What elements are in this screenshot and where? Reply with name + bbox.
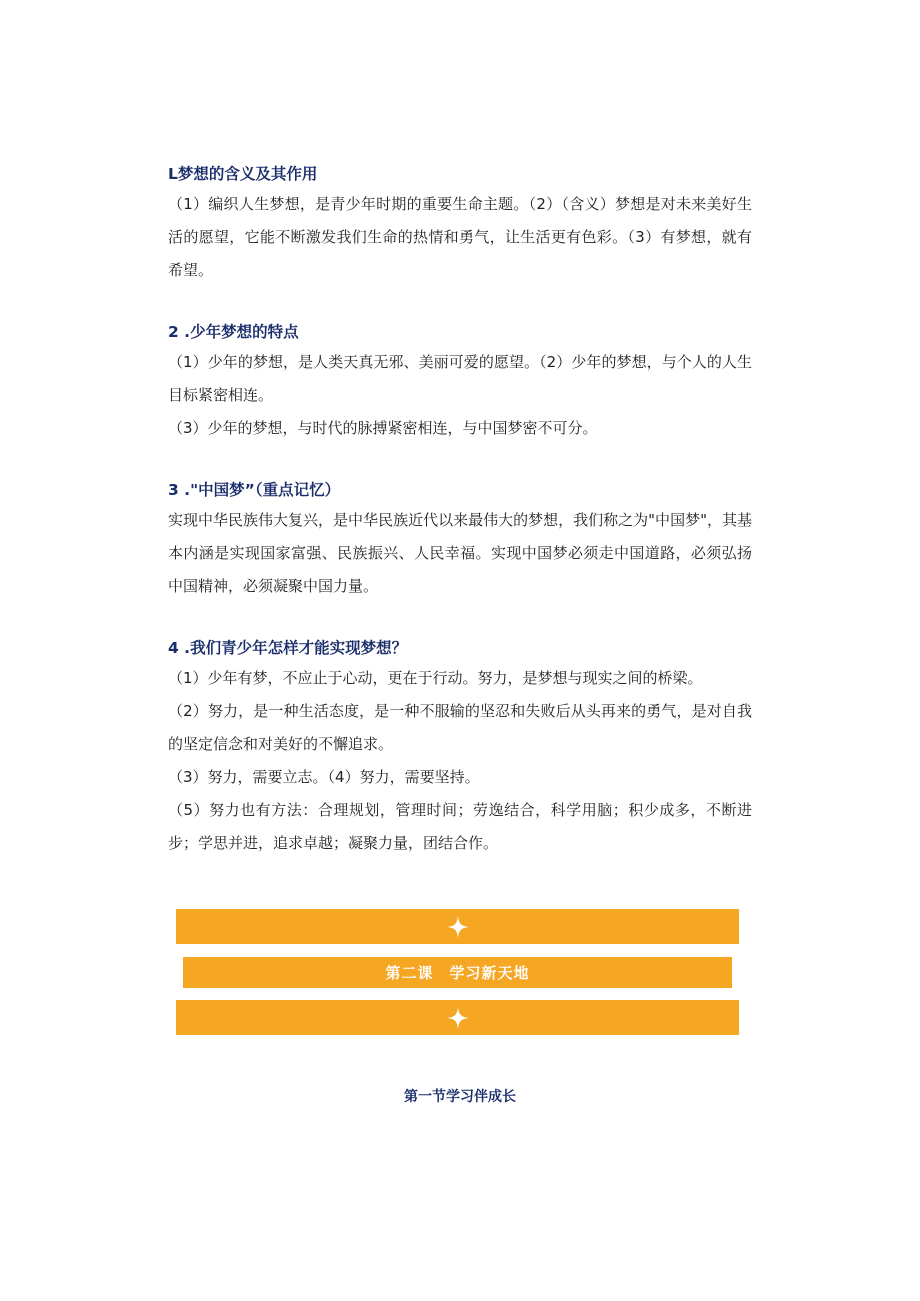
document-body: [168, 160, 752, 860]
lesson-title: 第二课 学习新天地: [385, 964, 530, 982]
section-youth-dream-features: [168, 318, 752, 445]
banner-bottom-band: [176, 1000, 739, 1035]
section-paragraph: （3）努力，需要立志。（4）努力，需要坚持。: [168, 768, 480, 786]
section-heading: 4 .我们青少年怎样才能实现梦想？: [168, 639, 408, 657]
section-paragraph: （1）少年有梦，不应止于心动，更在于行动。努力，是梦想与现实之间的桥梁。: [168, 669, 703, 687]
subsection-title: 第一节学习伴成长: [404, 1089, 516, 1105]
section-paragraph: （1）编织人生梦想，是青少年时期的重要生命主题。（2）（含义）梦想是对未来美好生活的愿望，它能不断激发我们生命的热情和勇气，让生活更有色彩。（3）有梦想，就有希望。: [168, 195, 752, 279]
four-point-star-icon: [447, 916, 469, 938]
section-paragraph: （2）努力，是一种生活态度，是一种不服输的坚忍和失败后从头再来的勇气，是对自我的坚定信念和对美好的不懈追求。: [168, 702, 752, 753]
banner-title-band: [183, 957, 732, 988]
four-point-star-icon: [447, 1007, 469, 1029]
section-heading: L梦想的含义及其作用: [168, 165, 318, 183]
lesson-banner: [176, 909, 739, 1035]
banner-top-band: [176, 909, 739, 944]
section-dream-meaning: [168, 160, 752, 287]
section-achieve-dream: [168, 634, 752, 860]
section-paragraph: （1）少年的梦想，是人类天真无邪、美丽可爱的愿望。（2）少年的梦想，与个人的人生目标紧密相连。: [168, 353, 752, 404]
section-paragraph: 实现中华民族伟大复兴，是中华民族近代以来最伟大的梦想，我们称之为"中国梦"，其基本内涵是实现国家富强、民族振兴、人民幸福。实现中国梦必须走中国道路，必须弘扬中国精神，必须凝聚中国力量。: [168, 511, 752, 595]
section-paragraph: （5）努力也有方法：合理规划，管理时间；劳逸结合，科学用脑；积少成多，不断进步；学思并进，追求卓越；凝聚力量，团结合作。: [168, 801, 752, 852]
section-heading: 3 ."中国梦”（重点记忆）: [168, 481, 341, 499]
section-china-dream: [168, 476, 752, 603]
section-paragraph: （3）少年的梦想，与时代的脉搏紧密相连，与中国梦密不可分。: [168, 419, 598, 437]
section-heading: 2 .少年梦想的特点: [168, 323, 299, 341]
